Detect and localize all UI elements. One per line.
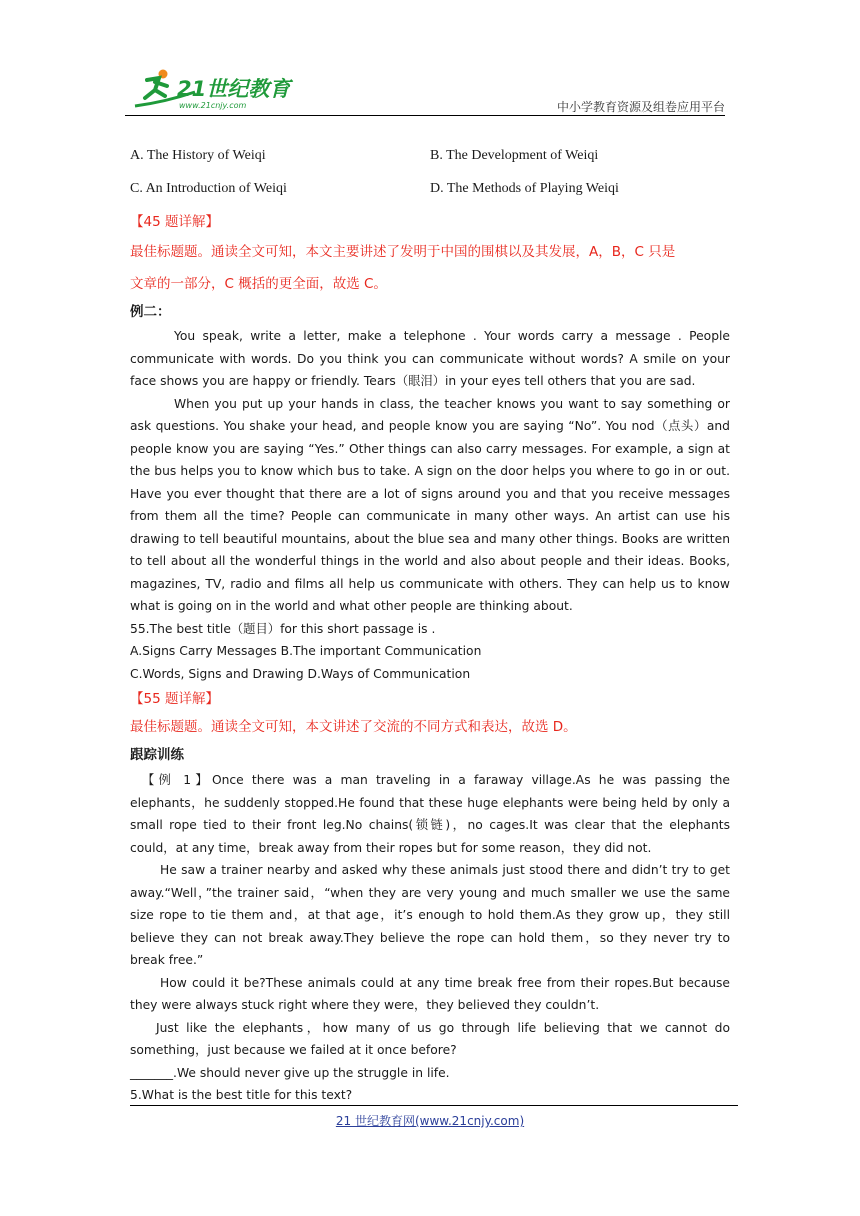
options-row [130,140,730,173]
tracking-para3: How could it be?These animals could at any time break free from their ropes.But because they were always stuck right where they were，they believed they couldn’t. [130,975,730,1012]
document-body [130,140,730,1107]
q55-options-1: A.Signs Carry Messages B.The important Communication [130,644,482,658]
tracking-question: 5.What is the best title for this text? [130,1088,353,1102]
option-b: B. The Development of Weiqi [430,148,599,164]
q45-heading: 【45 题详解】 [130,214,219,230]
logo-url: www.21cnjy.com [179,101,247,110]
tracking-label: 跟踪训练 [130,747,184,763]
q55-options-2: C.Words, Signs and Drawing D.Ways of Communication [130,666,471,681]
tracking-para1: 【例 1】Once there was a man traveling in a faraway village.As he was passing the elephants，he suddenly stopped.He found that these huge elephants were being held by only a small rope tied to their front leg.No chains(锁链)，no cages.It was clear that the elephants could，at any time，break away from their ropes but for some reason，they did not. [130,773,730,855]
site-logo [125,66,295,112]
footer-link[interactable]: 21 世纪教育网(www.21cnjy.com) [335,1114,525,1128]
logo-text: 21世纪教育 [177,77,291,101]
q55-heading: 【55 题详解】 [130,691,219,707]
q45-explain-line2: 文章的一部分，C 概括的更全面，故选 C。 [130,276,387,292]
q55-question: 55.The best title（题目）for this short passage is . [130,621,436,636]
q55-explain: 最佳标题题。通读全文可知，本文讲述了交流的不同方式和表达，故选 D。 [130,719,577,735]
tracking-para4: Just like the elephants，how many of us go through life believing that we cannot do something，just because we failed at it once before? [130,1020,730,1057]
option-c: C. An Introduction of Weiqi [130,181,287,197]
page-header [125,66,725,118]
example2-para1: You speak, write a letter, make a telephone . Your words carry a message . People communicate with words. Do you think you can communicate without words? A smile on your face shows you are happy or friendly. Tears（眼泪）in your eyes tell others that you are sad. [130,329,730,388]
tracking-para2: He saw a trainer nearby and asked why these animals just stood there and didn’t try to get away.“Well，”the trainer said，“when they are very young and much smaller we use the same size rope to tie them and，at that age，it’s enough to hold them.As they grow up，they still believe they can not break away.They believe the rope can hold them，so they never try to break free.” [130,863,730,967]
tracking-para5: _______.We should never give up the struggle in life. [130,1065,450,1080]
q45-explain-line1: 最佳标题题。通读全文可知，本文主要讲述了发明于中国的围棋以及其发展，A，B，C 只是 [130,244,676,260]
example2-para2: When you put up your hands in class, the teacher knows you want to say something or ask questions. You shake your head, and people know you are saying “No”. You nod（点头）and people know you are saying “Yes.” Other things can also carry messages. For example, a sign at the bus helps you to know which bus to take. A sign on the door helps you where to go in or out. Have you ever thought that there are a lot of signs around you and that you receive messages from them all the time? People can communicate in many other ways. An artist can use his drawing to tell beautiful mountains, about the blue sea and many other things. Books are written to tell about all the wonderful things in the world and also about people and their ideas. Books, magazines, TV, radio and films all help us communicate with others. They can help us to know what is going on in the world and what other people are thinking about. [130,396,730,613]
option-d: D. The Methods of Playing Weiqi [430,181,619,197]
option-a: A. The History of Weiqi [130,148,266,164]
example-marker: 【例 1】 [142,773,212,787]
header-divider [125,115,725,116]
footer-divider [130,1105,738,1106]
platform-label: 中小学教育资源及组卷应用平台 [556,100,725,114]
example2-label: 例二： [130,304,171,320]
options-row [130,173,730,206]
